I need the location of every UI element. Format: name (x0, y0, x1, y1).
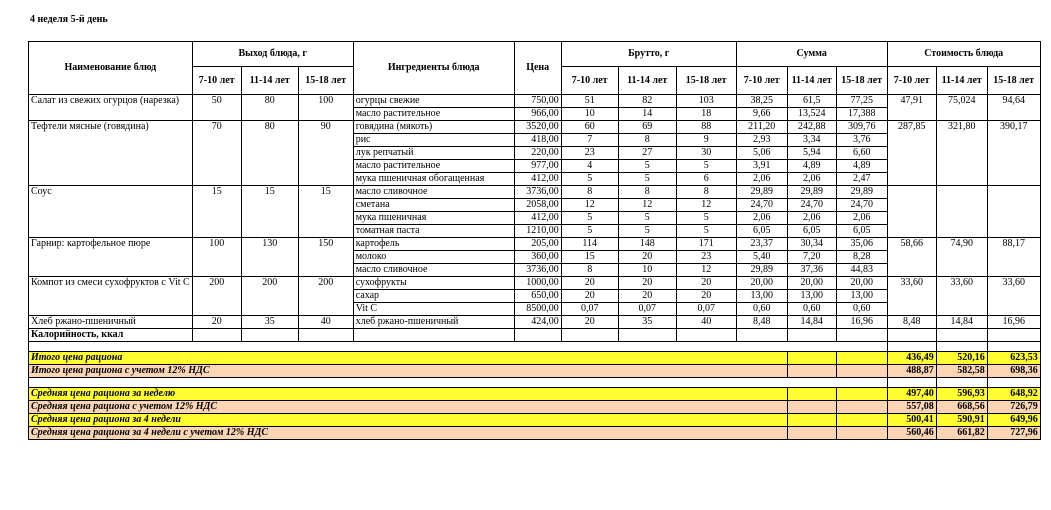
header-ingredients: Ингредиенты блюда (353, 42, 514, 95)
dish-cost: 390,17 (987, 121, 1040, 186)
spacer-cell (887, 342, 936, 352)
ingredient-sum: 13,00 (836, 290, 887, 303)
calories-cell (676, 329, 736, 342)
table-row (29, 121, 1041, 134)
spacer-cell (29, 378, 888, 388)
ingredient-price: 220,00 (514, 147, 561, 160)
ingredient-sum: 6,60 (836, 147, 887, 160)
ingredient-name: картофель (353, 238, 514, 251)
header-dish-name: Наименование блюд (29, 42, 193, 95)
summary-empty (787, 427, 836, 440)
ingredient-sum: 3,76 (836, 134, 887, 147)
summary-value: 727,96 (987, 427, 1040, 440)
dish-yield: 100 (192, 238, 241, 277)
header-price: Цена (514, 42, 561, 95)
ingredient-price: 418,00 (514, 134, 561, 147)
dish-name: Хлеб ржано-пшеничный (29, 316, 193, 329)
calories-cell (618, 329, 676, 342)
spacer-cell (936, 378, 987, 388)
ingredient-brutto: 30 (676, 147, 736, 160)
ingredient-price: 2058,00 (514, 199, 561, 212)
dish-cost: 58,66 (887, 238, 936, 277)
summary-label: Средняя цена рациона за 4 недели с учетом 12% НДС (29, 427, 788, 440)
calories-cell (514, 329, 561, 342)
table-row (29, 277, 1041, 290)
summary-value: 500,41 (887, 414, 936, 427)
ingredient-sum: 29,89 (736, 264, 787, 277)
dish-cost: 88,17 (987, 238, 1040, 277)
ingredient-sum: 24,70 (836, 199, 887, 212)
ingredient-brutto: 5 (676, 212, 736, 225)
dish-cost: 14,84 (936, 316, 987, 329)
ingredient-sum: 29,89 (736, 186, 787, 199)
ingredient-sum: 14,84 (787, 316, 836, 329)
ingredient-brutto: 12 (676, 199, 736, 212)
ingredient-brutto: 5 (618, 212, 676, 225)
header-age: 11-14 лет (241, 67, 298, 95)
summary-value: 648,92 (987, 388, 1040, 401)
header-age: 7-10 лет (736, 67, 787, 95)
table-row (29, 186, 1041, 199)
summary-label: Средняя цена рациона за 4 недели (29, 414, 788, 427)
summary-empty (787, 401, 836, 414)
summary-empty (836, 388, 887, 401)
ingredient-brutto: 6 (676, 173, 736, 186)
dish-cost (987, 186, 1040, 238)
dish-cost: 287,85 (887, 121, 936, 186)
header-age: 15-18 лет (836, 67, 887, 95)
ingredient-price: 412,00 (514, 212, 561, 225)
ingredient-brutto: 9 (676, 134, 736, 147)
summary-label: Средняя цена рациона за неделю (29, 388, 788, 401)
calories-label: Калорийность, ккал (29, 329, 193, 342)
ingredient-price: 412,00 (514, 173, 561, 186)
ingredient-sum: 13,00 (787, 290, 836, 303)
ingredient-price: 3736,00 (514, 186, 561, 199)
ingredient-sum: 8,28 (836, 251, 887, 264)
summary-value: 520,16 (936, 352, 987, 365)
spacer-cell (987, 342, 1040, 352)
summary-empty (836, 365, 887, 378)
table-row (29, 316, 1041, 329)
ingredient-price: 360,00 (514, 251, 561, 264)
header-age: 15-18 лет (298, 67, 353, 95)
dish-name: Гарнир: картофельное пюре (29, 238, 193, 277)
dish-yield: 130 (241, 238, 298, 277)
ingredient-price: 205,00 (514, 238, 561, 251)
ingredient-name: масло растительное (353, 160, 514, 173)
ingredient-brutto: 12 (618, 199, 676, 212)
summary-empty (787, 414, 836, 427)
ingredient-brutto: 20 (561, 290, 618, 303)
spacer-cell (887, 378, 936, 388)
ingredient-sum: 2,06 (736, 173, 787, 186)
dish-yield: 200 (298, 277, 353, 316)
ingredient-sum: 38,25 (736, 95, 787, 108)
header-age: 7-10 лет (192, 67, 241, 95)
spacer-cell (29, 342, 888, 352)
dish-yield: 40 (298, 316, 353, 329)
calories-cell (241, 329, 298, 342)
ingredient-name: мука пшеничная обогащенная (353, 173, 514, 186)
dish-cost: 33,60 (936, 277, 987, 316)
ingredient-sum: 16,96 (836, 316, 887, 329)
summary-value: 582,58 (936, 365, 987, 378)
dish-cost: 321,80 (936, 121, 987, 186)
summary-value: 668,56 (936, 401, 987, 414)
ingredient-sum: 6,05 (836, 225, 887, 238)
ingredient-sum: 2,06 (787, 212, 836, 225)
ingredient-sum: 37,36 (787, 264, 836, 277)
ingredient-sum: 35,06 (836, 238, 887, 251)
ingredient-name: масло растительное (353, 108, 514, 121)
dish-yield: 200 (192, 277, 241, 316)
ingredient-brutto: 7 (561, 134, 618, 147)
ingredient-brutto: 69 (618, 121, 676, 134)
ingredient-name: томатная паста (353, 225, 514, 238)
dish-yield: 35 (241, 316, 298, 329)
calories-row (29, 329, 1041, 342)
table-row (29, 95, 1041, 108)
ingredient-sum: 24,70 (787, 199, 836, 212)
dish-yield: 150 (298, 238, 353, 277)
ingredient-brutto: 23 (561, 147, 618, 160)
ingredient-sum: 13,00 (736, 290, 787, 303)
calories-cell (887, 329, 936, 342)
dish-yield: 200 (241, 277, 298, 316)
calories-cell (936, 329, 987, 342)
summary-value: 649,96 (987, 414, 1040, 427)
calories-cell (561, 329, 618, 342)
header-brutto: Брутто, г (561, 42, 736, 67)
ingredient-name: рис (353, 134, 514, 147)
summary-label: Итого цена рациона с учетом 12% НДС (29, 365, 788, 378)
ingredient-brutto: 10 (618, 264, 676, 277)
summary-value: 560,46 (887, 427, 936, 440)
ingredient-brutto: 171 (676, 238, 736, 251)
dish-yield: 80 (241, 95, 298, 121)
calories-cell (298, 329, 353, 342)
ingredient-price: 977,00 (514, 160, 561, 173)
ingredient-name: сухофрукты (353, 277, 514, 290)
ingredient-brutto: 5 (676, 160, 736, 173)
ingredient-name: молоко (353, 251, 514, 264)
ingredient-brutto: 5 (618, 173, 676, 186)
summary-row (29, 352, 1041, 365)
ingredient-brutto: 40 (676, 316, 736, 329)
ingredient-sum: 20,00 (736, 277, 787, 290)
calories-cell (192, 329, 241, 342)
ingredient-brutto: 8 (676, 186, 736, 199)
summary-row (29, 401, 1041, 414)
header-age: 15-18 лет (676, 67, 736, 95)
ingredient-sum: 29,89 (836, 186, 887, 199)
dish-yield: 20 (192, 316, 241, 329)
ingredient-brutto: 5 (561, 212, 618, 225)
ingredient-price: 966,00 (514, 108, 561, 121)
ingredient-name: масло сливочное (353, 186, 514, 199)
ingredient-name: сахар (353, 290, 514, 303)
ingredient-brutto: 5 (676, 225, 736, 238)
summary-label: Итого цена рациона (29, 352, 788, 365)
ingredient-name: Vit C (353, 303, 514, 316)
ingredient-sum: 3,91 (736, 160, 787, 173)
dish-yield: 15 (192, 186, 241, 238)
ingredient-brutto: 20 (618, 290, 676, 303)
summary-value: 590,91 (936, 414, 987, 427)
ingredient-sum: 20,00 (836, 277, 887, 290)
dish-name: Соус (29, 186, 193, 238)
ingredient-brutto: 15 (561, 251, 618, 264)
ingredient-brutto: 18 (676, 108, 736, 121)
header-sum: Сумма (736, 42, 887, 67)
ingredient-brutto: 8 (561, 264, 618, 277)
summary-label: Средняя цена рациона с учетом 12% НДС (29, 401, 788, 414)
ingredient-brutto: 4 (561, 160, 618, 173)
header-yield: Выход блюда, г (192, 42, 353, 67)
ingredient-brutto: 14 (618, 108, 676, 121)
ingredient-price: 3736,00 (514, 264, 561, 277)
ingredient-sum: 2,06 (787, 173, 836, 186)
ingredient-brutto: 0,07 (618, 303, 676, 316)
ingredient-brutto: 0,07 (561, 303, 618, 316)
summary-row (29, 388, 1041, 401)
summary-empty (836, 352, 887, 365)
ingredient-sum: 61,5 (787, 95, 836, 108)
ingredient-brutto: 12 (676, 264, 736, 277)
summary-empty (787, 388, 836, 401)
header-age: 7-10 лет (561, 67, 618, 95)
summary-value: 436,49 (887, 352, 936, 365)
dish-yield: 100 (298, 95, 353, 121)
ingredient-name: говядина (мякоть) (353, 121, 514, 134)
ingredient-sum: 0,60 (836, 303, 887, 316)
summary-empty (836, 414, 887, 427)
ingredient-price: 650,00 (514, 290, 561, 303)
dish-cost (936, 186, 987, 238)
header-dish-cost: Стоимость блюда (887, 42, 1040, 67)
ingredient-sum: 242,88 (787, 121, 836, 134)
ingredient-sum: 29,89 (787, 186, 836, 199)
dish-cost: 47,91 (887, 95, 936, 121)
summary-empty (787, 352, 836, 365)
ingredient-sum: 2,47 (836, 173, 887, 186)
summary-value: 698,36 (987, 365, 1040, 378)
ingredient-sum: 23,37 (736, 238, 787, 251)
ingredient-price: 3520,00 (514, 121, 561, 134)
ingredient-sum: 0,60 (787, 303, 836, 316)
ingredient-brutto: 20 (618, 277, 676, 290)
summary-row (29, 414, 1041, 427)
summary-value: 623,53 (987, 352, 1040, 365)
dish-yield: 80 (241, 121, 298, 186)
ingredient-sum: 5,40 (736, 251, 787, 264)
summary-value: 557,08 (887, 401, 936, 414)
calories-cell (736, 329, 787, 342)
ingredient-sum: 44,83 (836, 264, 887, 277)
ingredient-brutto: 12 (561, 199, 618, 212)
summary-value: 497,40 (887, 388, 936, 401)
ingredient-name: масло сливочное (353, 264, 514, 277)
ingredient-sum: 211,20 (736, 121, 787, 134)
dish-cost: 33,60 (887, 277, 936, 316)
ingredient-brutto: 0,07 (676, 303, 736, 316)
ingredient-sum: 4,89 (787, 160, 836, 173)
ingredient-sum: 5,06 (736, 147, 787, 160)
spacer-row (29, 378, 1041, 388)
ingredient-sum: 8,48 (736, 316, 787, 329)
ingredient-price: 1210,00 (514, 225, 561, 238)
ingredient-brutto: 20 (618, 251, 676, 264)
spacer-cell (987, 378, 1040, 388)
ingredient-name: мука пшеничная (353, 212, 514, 225)
dish-cost: 94,64 (987, 95, 1040, 121)
dish-name: Салат из свежих огурцов (нарезка) (29, 95, 193, 121)
ingredient-sum: 2,93 (736, 134, 787, 147)
ingredient-brutto: 8 (561, 186, 618, 199)
ingredient-name: огурцы свежие (353, 95, 514, 108)
ingredient-sum: 6,05 (787, 225, 836, 238)
ingredient-brutto: 27 (618, 147, 676, 160)
ingredient-brutto: 5 (561, 225, 618, 238)
ingredient-brutto: 88 (676, 121, 736, 134)
dish-cost: 8,48 (887, 316, 936, 329)
ingredient-sum: 17,388 (836, 108, 887, 121)
menu-cost-table (28, 41, 1041, 440)
header-age: 11-14 лет (787, 67, 836, 95)
summary-value: 488,87 (887, 365, 936, 378)
ingredient-price: 1000,00 (514, 277, 561, 290)
ingredient-price: 8500,00 (514, 303, 561, 316)
ingredient-sum: 24,70 (736, 199, 787, 212)
page-title: 4 неделя 5-й день (30, 14, 108, 25)
ingredient-brutto: 148 (618, 238, 676, 251)
ingredient-brutto: 20 (676, 290, 736, 303)
ingredient-brutto: 103 (676, 95, 736, 108)
ingredient-price: 750,00 (514, 95, 561, 108)
dish-cost: 16,96 (987, 316, 1040, 329)
calories-cell (987, 329, 1040, 342)
summary-value: 661,82 (936, 427, 987, 440)
calories-cell (836, 329, 887, 342)
summary-value: 596,93 (936, 388, 987, 401)
ingredient-brutto: 20 (561, 316, 618, 329)
ingredient-brutto: 5 (561, 173, 618, 186)
ingredient-brutto: 8 (618, 186, 676, 199)
ingredient-sum: 3,34 (787, 134, 836, 147)
ingredient-brutto: 5 (618, 225, 676, 238)
ingredient-brutto: 23 (676, 251, 736, 264)
ingredient-brutto: 10 (561, 108, 618, 121)
ingredient-sum: 7,20 (787, 251, 836, 264)
ingredient-name: хлеб ржано-пшеничный (353, 316, 514, 329)
dish-yield: 50 (192, 95, 241, 121)
header-age: 15-18 лет (987, 67, 1040, 95)
ingredient-sum: 2,06 (736, 212, 787, 225)
ingredient-sum: 9,66 (736, 108, 787, 121)
ingredient-brutto: 82 (618, 95, 676, 108)
ingredient-brutto: 51 (561, 95, 618, 108)
ingredient-sum: 5,94 (787, 147, 836, 160)
spacer-cell (936, 342, 987, 352)
ingredient-sum: 0,60 (736, 303, 787, 316)
ingredient-sum: 13,524 (787, 108, 836, 121)
dish-yield: 70 (192, 121, 241, 186)
dish-cost: 33,60 (987, 277, 1040, 316)
ingredient-brutto: 5 (618, 160, 676, 173)
ingredient-brutto: 114 (561, 238, 618, 251)
ingredient-name: сметана (353, 199, 514, 212)
ingredient-brutto: 8 (618, 134, 676, 147)
summary-empty (836, 401, 887, 414)
summary-rows (29, 342, 1041, 440)
dish-cost: 74,90 (936, 238, 987, 277)
dish-yield: 90 (298, 121, 353, 186)
summary-value: 726,79 (987, 401, 1040, 414)
header-age: 11-14 лет (618, 67, 676, 95)
summary-empty (836, 427, 887, 440)
dish-rows (29, 95, 1041, 342)
header-age: 11-14 лет (936, 67, 987, 95)
spacer-row (29, 342, 1041, 352)
ingredient-sum: 6,05 (736, 225, 787, 238)
ingredient-sum: 309,76 (836, 121, 887, 134)
ingredient-name: лук репчатый (353, 147, 514, 160)
ingredient-sum: 30,34 (787, 238, 836, 251)
summary-empty (787, 365, 836, 378)
header-age: 7-10 лет (887, 67, 936, 95)
dish-cost (887, 186, 936, 238)
calories-cell (353, 329, 514, 342)
dish-cost: 75,024 (936, 95, 987, 121)
summary-row (29, 365, 1041, 378)
calories-cell (787, 329, 836, 342)
ingredient-brutto: 20 (561, 277, 618, 290)
dish-name: Компот из смеси сухофруктов с Vit C (29, 277, 193, 316)
summary-row (29, 427, 1041, 440)
ingredient-brutto: 60 (561, 121, 618, 134)
dish-yield: 15 (241, 186, 298, 238)
ingredient-sum: 4,89 (836, 160, 887, 173)
ingredient-brutto: 20 (676, 277, 736, 290)
ingredient-sum: 20,00 (787, 277, 836, 290)
dish-yield: 15 (298, 186, 353, 238)
table-row (29, 238, 1041, 251)
ingredient-price: 424,00 (514, 316, 561, 329)
dish-name: Тефтели мясные (говядина) (29, 121, 193, 186)
ingredient-sum: 77,25 (836, 95, 887, 108)
ingredient-brutto: 35 (618, 316, 676, 329)
ingredient-sum: 2,06 (836, 212, 887, 225)
